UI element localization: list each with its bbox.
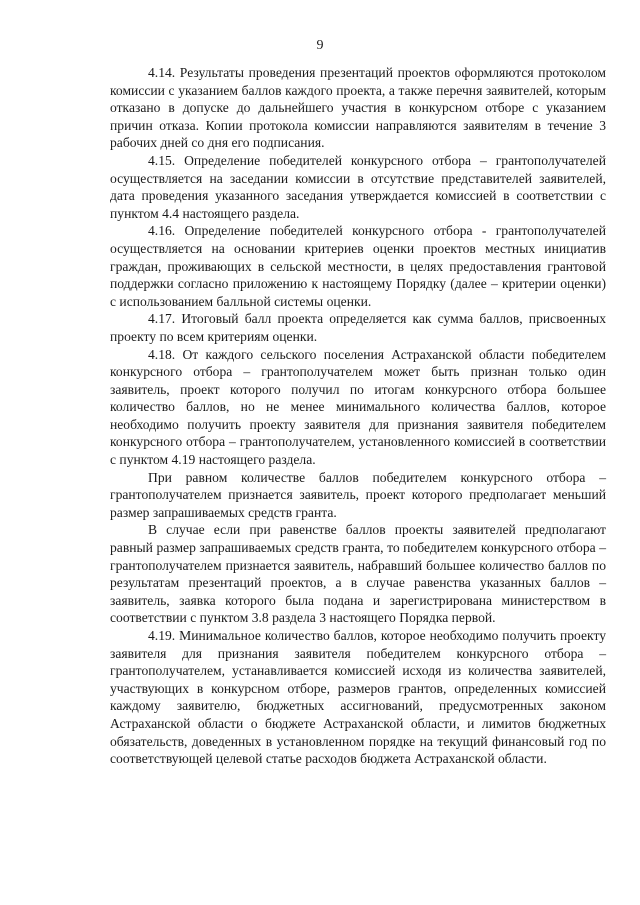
- paragraph-equal-points: При равном количестве баллов победителем конкурсного отбора – грантополучателем признается заявитель, проект которого предполагает меньший размер запрашиваемых средств гранта.: [110, 469, 606, 520]
- paragraph-equal-grant: В случае если при равенстве баллов проекты заявителей предполагают равный размер запрашиваемых средств гранта, то победителем конкурсного отбора – грантополучателем признается заявитель, набравший большее количество баллов по результатам презентаций проектов, а в случае равенства указанных баллов – заявитель, заявка которого была подана и зарегистрирована министерством в соответствии с пунктом 3.8 раздела 3 настоящего Порядка первой.: [110, 522, 606, 626]
- paragraph-4-15: 4.15. Определение победителей конкурсного отбора – грантополучателей осуществляется на заседании комиссии в отсутствие представителей заявителей, дата проведения указанного заседания утверждается комиссией в соответствии с пунктом 4.4 настоящего раздела.: [110, 152, 606, 221]
- page-number: 9: [316, 38, 324, 53]
- document-body: [110, 64, 606, 768]
- paragraph-4-18: 4.18. От каждого сельского поселения Астраханской области победителем конкурсного отбора – грантополучателем может быть признан только один заявитель, проект которого получил по итогам конкурсного отбора большее количество баллов, но не менее минимального количества баллов, которое необходимо получить проекту заявителя для признания заявителя победителем конкурсного отбора – грантополучателем, установленного комиссией в соответствии с пунктом 4.19 настоящего раздела.: [110, 346, 606, 468]
- paragraph-4-16: 4.16. Определение победителей конкурсного отбора - грантополучателей осуществляется на основании критериев оценки проектов местных инициатив граждан, проживающих в сельской местности, в целях предоставления грантовой поддержки согласно приложению к настоящему Порядку (далее – критерии оценки) с использованием балльной системы оценки.: [110, 223, 606, 309]
- paragraph-4-19: 4.19. Минимальное количество баллов, которое необходимо получить проекту заявителя для признания заявителя победителем конкурсного отбора – грантополучателем, устанавливается комиссией исходя из количества заявителей, участвующих в конкурсном отборе, размеров грантов, определенных комиссией каждому заявителю, бюджетных ассигнований, предусмотренных законом Астраханской области о бюджете Астраханской области, и лимитов бюджетных обязательств, доведенных в установленном порядке на текущий финансовый год по соответствующей целевой статье расходов бюджета Астраханской области.: [110, 628, 606, 767]
- paragraph-4-17: 4.17. Итоговый балл проекта определяется как сумма баллов, присвоенных проекту по всем критериям оценки.: [110, 311, 606, 344]
- paragraph-4-14: 4.14. Результаты проведения презентаций проектов оформляются протоколом комиссии с указанием баллов каждого проекта, а также перечня заявителей, которым отказано в допуске до дальнейшего участия в конкурсном отборе с указанием причин отказа. Копии протокола комиссии направляются заявителям в течение 3 рабочих дней со дня его подписания.: [110, 65, 606, 151]
